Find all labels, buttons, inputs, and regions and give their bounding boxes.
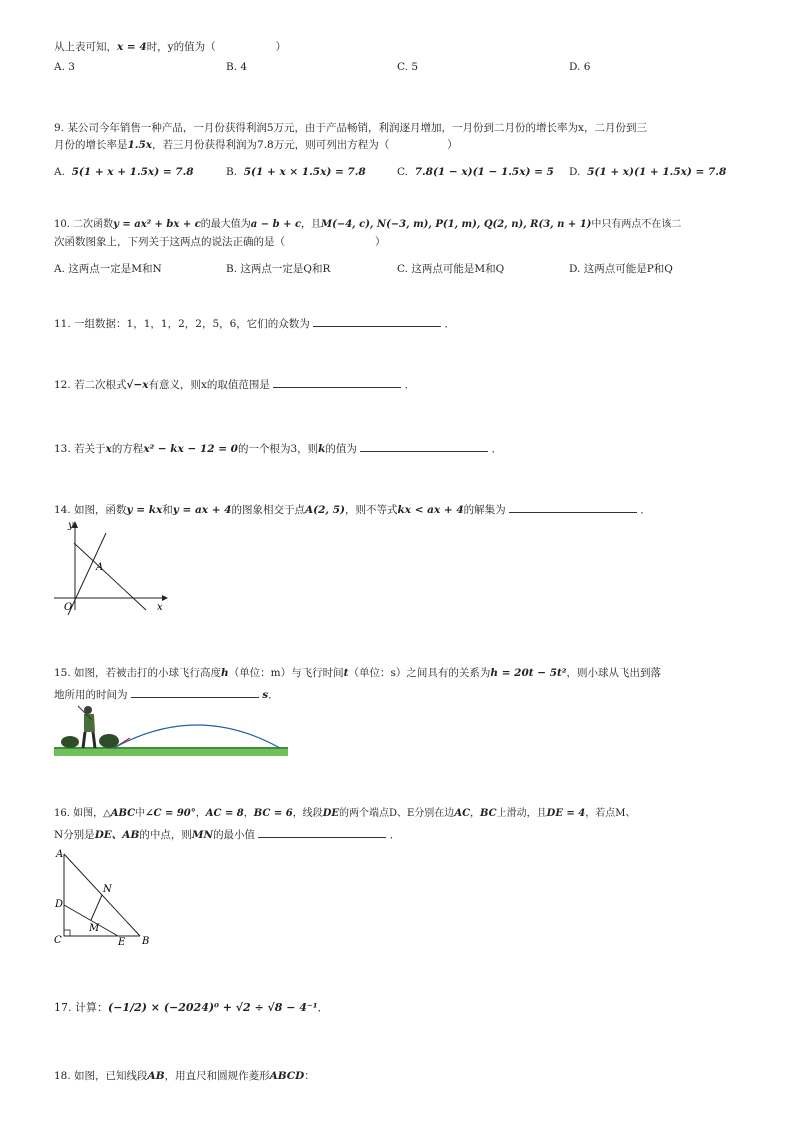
option-label: D. [569,166,581,178]
answer-blank[interactable] [131,686,259,698]
stem-text: ． [491,443,503,455]
question-9-line-1: 9. 某公司今年销售一种产品，一月份获得利润5万元，由于产品畅销，利润逐月增加，一月份到二月份的增长率为x，二月份到三 [54,122,647,134]
stem-text: （单位：s）之间具有的关系为 [348,667,491,679]
q9-option-d [569,165,726,179]
option-a: A. 3 [54,61,75,73]
stem-text: ） [447,139,458,151]
stem-text: ． [444,318,455,330]
question-10-line-1 [54,218,681,232]
label-d: D [55,899,64,910]
stem-text: （单位：m）与飞行时间 [228,667,344,679]
q14-graph-figure [52,518,170,614]
math-equation: x² − kx − 12 = 0 [143,443,238,455]
math-quadratic: y = ax² + bx + c [113,219,201,230]
point-a-label: A [96,562,104,573]
math-expression: (−1/2) × (−2024)⁰ + √2 ÷ √8 − 4⁻¹ [108,1001,318,1014]
option-d: D. 6 [569,61,591,73]
stem-text: 和 [162,504,173,516]
q10-option-c: C. 这两点可能是M和Q [397,263,505,275]
stem-text: 上滑动，且 [496,808,547,819]
math-var: t [343,667,349,679]
stem-text: 的最小值 [213,829,256,841]
q10-option-b: B. 这两点一定是Q和R [226,263,331,275]
math: BC = 6 [253,808,293,819]
stem-text: 16. 如图，△ [54,808,111,819]
stem-text: 14. 如图，函数 [54,504,127,516]
math: ∠C = 90° [145,808,196,819]
stem-text: ， [470,808,481,819]
stem-text: 从上表可知， [54,41,117,53]
stem-text: ，则不等式 [345,504,398,516]
stem-text: 的两个端点D、E分别在边 [338,808,455,819]
math-growth-rate: 1.5x [127,139,153,151]
question-15-line-1 [54,666,661,680]
stem-text: 次函数图象上，下列关于这两点的说法正确的是（ [54,236,285,248]
q9-option-c [397,165,554,179]
math: AC [454,808,471,819]
stem-text: ． [389,829,401,841]
stem-text: ： [304,1070,315,1082]
stem-text: ，则小球从飞出到落 [566,667,661,679]
stem-text: 15. 如图，若被击打的小球飞行高度 [54,667,222,679]
stem-text: 17. 计算： [54,1001,108,1014]
math: ABC [110,808,136,819]
stem-text: 13. 若关于 [54,443,106,455]
math-inequality: kx < ax + 4 [397,504,464,516]
stem-text: ） [375,236,386,248]
label-b: B [142,936,150,947]
y-axis-label: y [68,520,74,531]
bush-icon [61,736,79,748]
stem-text: 时，y的值为（ [146,41,216,53]
stem-text: 的中点，则 [139,829,192,841]
math-var: h [221,667,229,679]
stem-text: ， [243,808,254,819]
q10-option-a: A. 这两点一定是M和N [54,263,162,275]
option-math: 5(1 + x × 1.5x) = 7.8 [243,166,366,178]
q10-option-d: D. 这两点可能是P和Q [569,263,673,275]
stem-text: 月份的增长率是 [54,139,128,151]
stem-text: ． [404,379,416,391]
bush-icon [99,734,119,748]
math-max-value: a − b + c [250,219,302,230]
option-math: 5(1 + x + 1.5x) = 7.8 [71,166,194,178]
question-15-line-2 [54,686,279,702]
stem-text: ． [640,504,651,516]
math-fn: y = kx [126,504,163,516]
stem-text: ． [268,689,279,701]
math-point: A(2, 5) [305,504,346,516]
math-var: x [105,443,112,455]
question-12 [54,376,415,392]
answer-blank[interactable] [273,376,401,388]
label-a: A [56,849,64,860]
question-10-line-2 [54,235,386,249]
stem-text: ，若三月份获得利润为7.8万元，则可列出方程为（ [152,139,390,151]
math: BC [480,808,497,819]
math-radical: √−x [126,379,149,391]
label-e: E [118,937,126,948]
stem-text: 中 [135,808,146,819]
q9-option-a [54,165,194,179]
math: AC = 8 [205,808,244,819]
question-9-line-2 [54,138,458,152]
question-8-stem-tail [54,40,286,54]
answer-blank[interactable] [313,315,441,327]
question-13 [54,440,502,456]
option-label: B. [226,166,238,178]
question-16-line-2 [54,826,400,842]
segment-mn [91,895,102,920]
x-axis-label: x [157,602,163,613]
stem-text: 的最大值为 [200,219,251,230]
line-y-eq-ax-plus-4 [74,543,146,610]
x-axis-arrow [162,595,168,601]
golfer-legs [83,732,95,748]
math-x-eq-4: x = 4 [117,41,147,53]
option-b: B. 4 [226,61,248,73]
option-c: C. 5 [397,61,419,73]
math: AB [147,1070,165,1082]
stem-text: 11. 一组数据：1，1，1，2，2，5，6，它们的众数为 [54,318,310,330]
stem-text: ． [317,1001,329,1014]
grass-edge [54,747,288,749]
stem-text: ，且 [301,219,322,230]
answer-blank[interactable] [509,501,637,513]
option-label: A. [54,166,65,178]
stem-text: 的图象相交于点 [231,504,305,516]
stem-text: ，线段 [292,808,323,819]
stem-text: ， [195,808,206,819]
label-n: N [103,884,112,895]
stem-text: N分别是 [54,829,95,841]
option-math: 7.8(1 − x)(1 − 1.5x) = 5 [414,166,554,178]
stem-text: 的方程 [111,443,144,455]
stem-text: ，若点M、 [585,808,636,819]
math: DE [322,808,339,819]
question-18 [54,1069,315,1083]
math: DE = 4 [546,808,586,819]
line-y-eq-kx [68,533,106,615]
stem-text: 10. 二次函数 [54,219,114,230]
math-points: M(−4, c), N(−3, m), P(1, m), Q(2, n), R(3, n + 1) [321,219,592,230]
stem-text: 的解集为 [463,504,506,516]
stem-text: 地所用的时间为 [54,689,128,701]
math-fn: y = ax + 4 [172,504,232,516]
answer-blank[interactable] [360,440,488,452]
stem-text: 18. 如图，已知线段 [54,1070,148,1082]
unit: s [262,689,269,701]
q9-option-b [226,165,366,179]
q16-triangle-figure [52,846,156,950]
answer-blank[interactable] [258,826,386,838]
golf-illustration [54,702,288,758]
golfer-body [84,714,95,732]
label-c: C [54,935,62,946]
math: MN [191,829,214,841]
math-height-formula: h = 20t − 5t² [490,667,567,679]
option-label: C. [397,166,408,178]
math: ABCD [269,1070,305,1082]
stem-text: 的一个根为3，则 [237,443,319,455]
label-m: M [89,923,100,934]
stem-text: 的值为 [325,443,357,455]
right-angle-mark [64,930,70,936]
ball-trajectory [114,725,280,748]
stem-text: 有意义，则x的取值范围是 [148,379,270,391]
math: DE、AB [94,829,140,841]
option-math: 5(1 + x)(1 + 1.5x) = 7.8 [587,166,727,178]
question-14 [54,501,651,517]
stem-text: 12. 若二次根式 [54,379,127,391]
question-17 [54,1001,329,1015]
question-16-line-1 [54,807,635,821]
stem-text: ，用直尺和圆规作菱形 [164,1070,270,1082]
origin-label: O [64,602,73,613]
stem-text: 中只有两点不在该二 [591,219,682,230]
math-var: k [318,443,326,455]
question-11 [54,315,455,331]
stem-text: ） [275,41,287,53]
